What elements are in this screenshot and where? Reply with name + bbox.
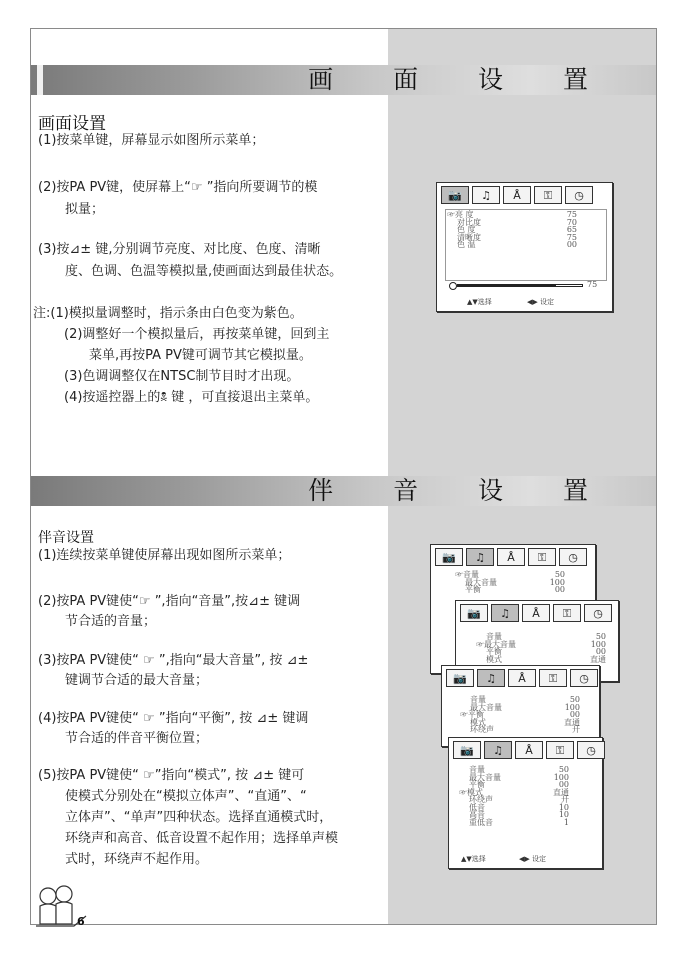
list-item: 模式 直通	[470, 717, 580, 727]
step-2: (2)按PA PV键使“☞ ”,指向“音量”,按⊿± 键调	[38, 594, 301, 609]
step-5-cont-2: 立体声”、“单声”四种状态。选择直通模式时，	[65, 810, 333, 825]
slider-track	[555, 284, 583, 287]
clock-icon: ◷	[570, 669, 598, 687]
list-item: 色 温 00	[457, 240, 577, 249]
page-number: 6	[77, 915, 85, 928]
note-1: 注:(1)模拟量调整时，指示条由白色变为紫色。	[33, 306, 303, 321]
menu-icon-row	[435, 548, 587, 568]
list-item: 高音 10	[469, 810, 569, 819]
bottom-select-hint: ▲▼选择	[467, 298, 492, 306]
clock-icon: ◷	[584, 604, 612, 622]
key-icon: ⚿	[553, 604, 581, 622]
picture-menu-screen	[436, 182, 613, 312]
antenna-icon: Å	[508, 669, 536, 687]
step-4: (4)按PA PV键使“ ☞ ”指向“平衡”, 按 ⊿± 键调	[38, 711, 309, 726]
list-item: 色 度 65	[457, 225, 577, 234]
list-item: 重低音 1	[469, 817, 569, 827]
step-5-cont-3: 环绕声和高音、低音设置不起作用；选择单声模	[65, 831, 339, 846]
note-4: (4)按遥控器上的🕱 键 ，可直接退出主菜单。	[64, 390, 319, 405]
list-item: ☞音量 50	[455, 570, 565, 579]
camera-icon: 📷	[435, 548, 463, 566]
slider-knob	[449, 282, 457, 290]
menu-icon-row	[446, 669, 598, 689]
step-3-cont: 度、色调、色温等模拟量,使画面达到最佳状态。	[65, 264, 343, 279]
clock-icon: ◷	[577, 741, 605, 759]
music-note-icon: ♫	[477, 669, 505, 687]
list-item: 最大音量 100	[469, 772, 569, 782]
key-icon: ⚿	[534, 186, 562, 204]
list-item: 环绕声 开	[469, 795, 569, 804]
list-item: 音量 50	[469, 765, 569, 774]
camera-icon: 📷	[460, 604, 488, 622]
step-1: (1)按菜单键，屏幕显示如图所示菜单；	[38, 133, 265, 148]
step-3: (3)按⊿± 键,分别调节亮度、对比度、色度、清晰	[38, 242, 321, 257]
note-2: (2)调整好一个模拟量后，再按菜单键，回到主	[64, 327, 330, 342]
key-icon: ⚿	[528, 548, 556, 566]
list-item: 平衡 00	[486, 647, 606, 656]
step-1: (1)连续按菜单键使屏幕出现如图所示菜单；	[38, 548, 291, 563]
step-5-cont-4: 式时，环绕声不起作用。	[65, 852, 209, 867]
list-item: ☞亮 度 75	[447, 210, 577, 219]
clock-icon: ◷	[565, 186, 593, 204]
note-2-cont: 菜单,再按PA PV键可调节其它模拟量。	[89, 348, 312, 363]
banner-accent	[37, 65, 43, 95]
camera-icon: 📷	[446, 669, 474, 687]
list-item: ☞最大音量 100	[476, 639, 606, 649]
menu-icon-row	[453, 741, 605, 761]
step-2-cont: 节合适的音量；	[65, 614, 157, 629]
music-note-icon: ♫	[472, 186, 500, 204]
list-item: ☞平衡 00	[460, 710, 580, 719]
bottom-set-hint: ◀▶ 设定	[527, 298, 554, 306]
music-note-icon: ♫	[491, 604, 519, 622]
antenna-icon: Å	[497, 548, 525, 566]
list-item: 最大音量 100	[470, 702, 580, 712]
list-item: 平衡 00	[469, 780, 569, 789]
camera-icon: 📷	[441, 186, 469, 204]
list-item: 低音 10	[469, 802, 569, 812]
picture-menu-list	[447, 211, 577, 249]
antenna-icon: Å	[515, 741, 543, 759]
sound-menu-list	[460, 696, 580, 734]
key-icon: ⚿	[539, 669, 567, 687]
list-item: 对比度 70	[457, 217, 577, 227]
list-item: 最大音量 100	[465, 577, 565, 587]
key-icon: ⚿	[546, 741, 574, 759]
menu-icon-row	[460, 604, 612, 624]
clock-icon: ◷	[559, 548, 587, 566]
antenna-icon: Å	[503, 186, 531, 204]
list-item: 音量 50	[486, 632, 606, 641]
step-5: (5)按PA PV键使“ ☞”指向“模式”, 按 ⊿± 键可	[38, 768, 305, 783]
step-3: (3)按PA PV键使“ ☞ ”,指向“最大音量”, 按 ⊿±	[38, 653, 309, 668]
step-2: (2)按PA PV键，使屏幕上“☞ ”指向所要调节的模	[38, 180, 318, 195]
picture-settings-banner	[31, 65, 656, 95]
step-5-cont-1: 使模式分别处在“模拟立体声”、“直通”、“	[65, 789, 307, 804]
sound-menu-list	[459, 766, 569, 826]
slider-fill	[457, 284, 555, 287]
slider-value: 75	[587, 280, 598, 289]
step-3-cont: 键调节合适的最大音量；	[65, 673, 209, 688]
sound-menu-list	[476, 633, 606, 663]
section-title: 伴音设置	[38, 530, 94, 546]
list-item: 环绕声 开	[470, 725, 580, 734]
bottom-set-hint: ◀▶ 设定	[519, 855, 546, 863]
antenna-icon: Å	[522, 604, 550, 622]
banner-title: 画 面 设 置	[308, 65, 614, 94]
music-note-icon: ♫	[466, 548, 494, 566]
sound-menu-list	[455, 571, 565, 594]
sound-menu-screen-3	[441, 665, 600, 747]
list-item: 清晰度 75	[457, 232, 577, 242]
music-note-icon: ♫	[484, 741, 512, 759]
step-2-cont: 拟量；	[65, 202, 105, 217]
list-item: 模式 直通	[486, 654, 606, 664]
list-item: 平衡 00	[465, 585, 565, 594]
menu-icon-row	[441, 186, 593, 206]
note-3: (3)色调调整仅在NTSC制节目时才出现。	[64, 369, 300, 384]
bottom-select-hint: ▲▼选择	[461, 855, 486, 863]
section-title: 画面设置	[38, 114, 106, 134]
list-item: 音量 50	[470, 695, 580, 704]
list-item: ☞模式 直通	[459, 787, 569, 797]
sound-menu-screen-4	[448, 737, 603, 869]
sound-settings-banner	[31, 476, 656, 506]
step-4-cont: 节合适的伴音平衡位置；	[65, 731, 209, 746]
banner-title: 伴 音 设 置	[308, 476, 614, 505]
camera-icon: 📷	[453, 741, 481, 759]
